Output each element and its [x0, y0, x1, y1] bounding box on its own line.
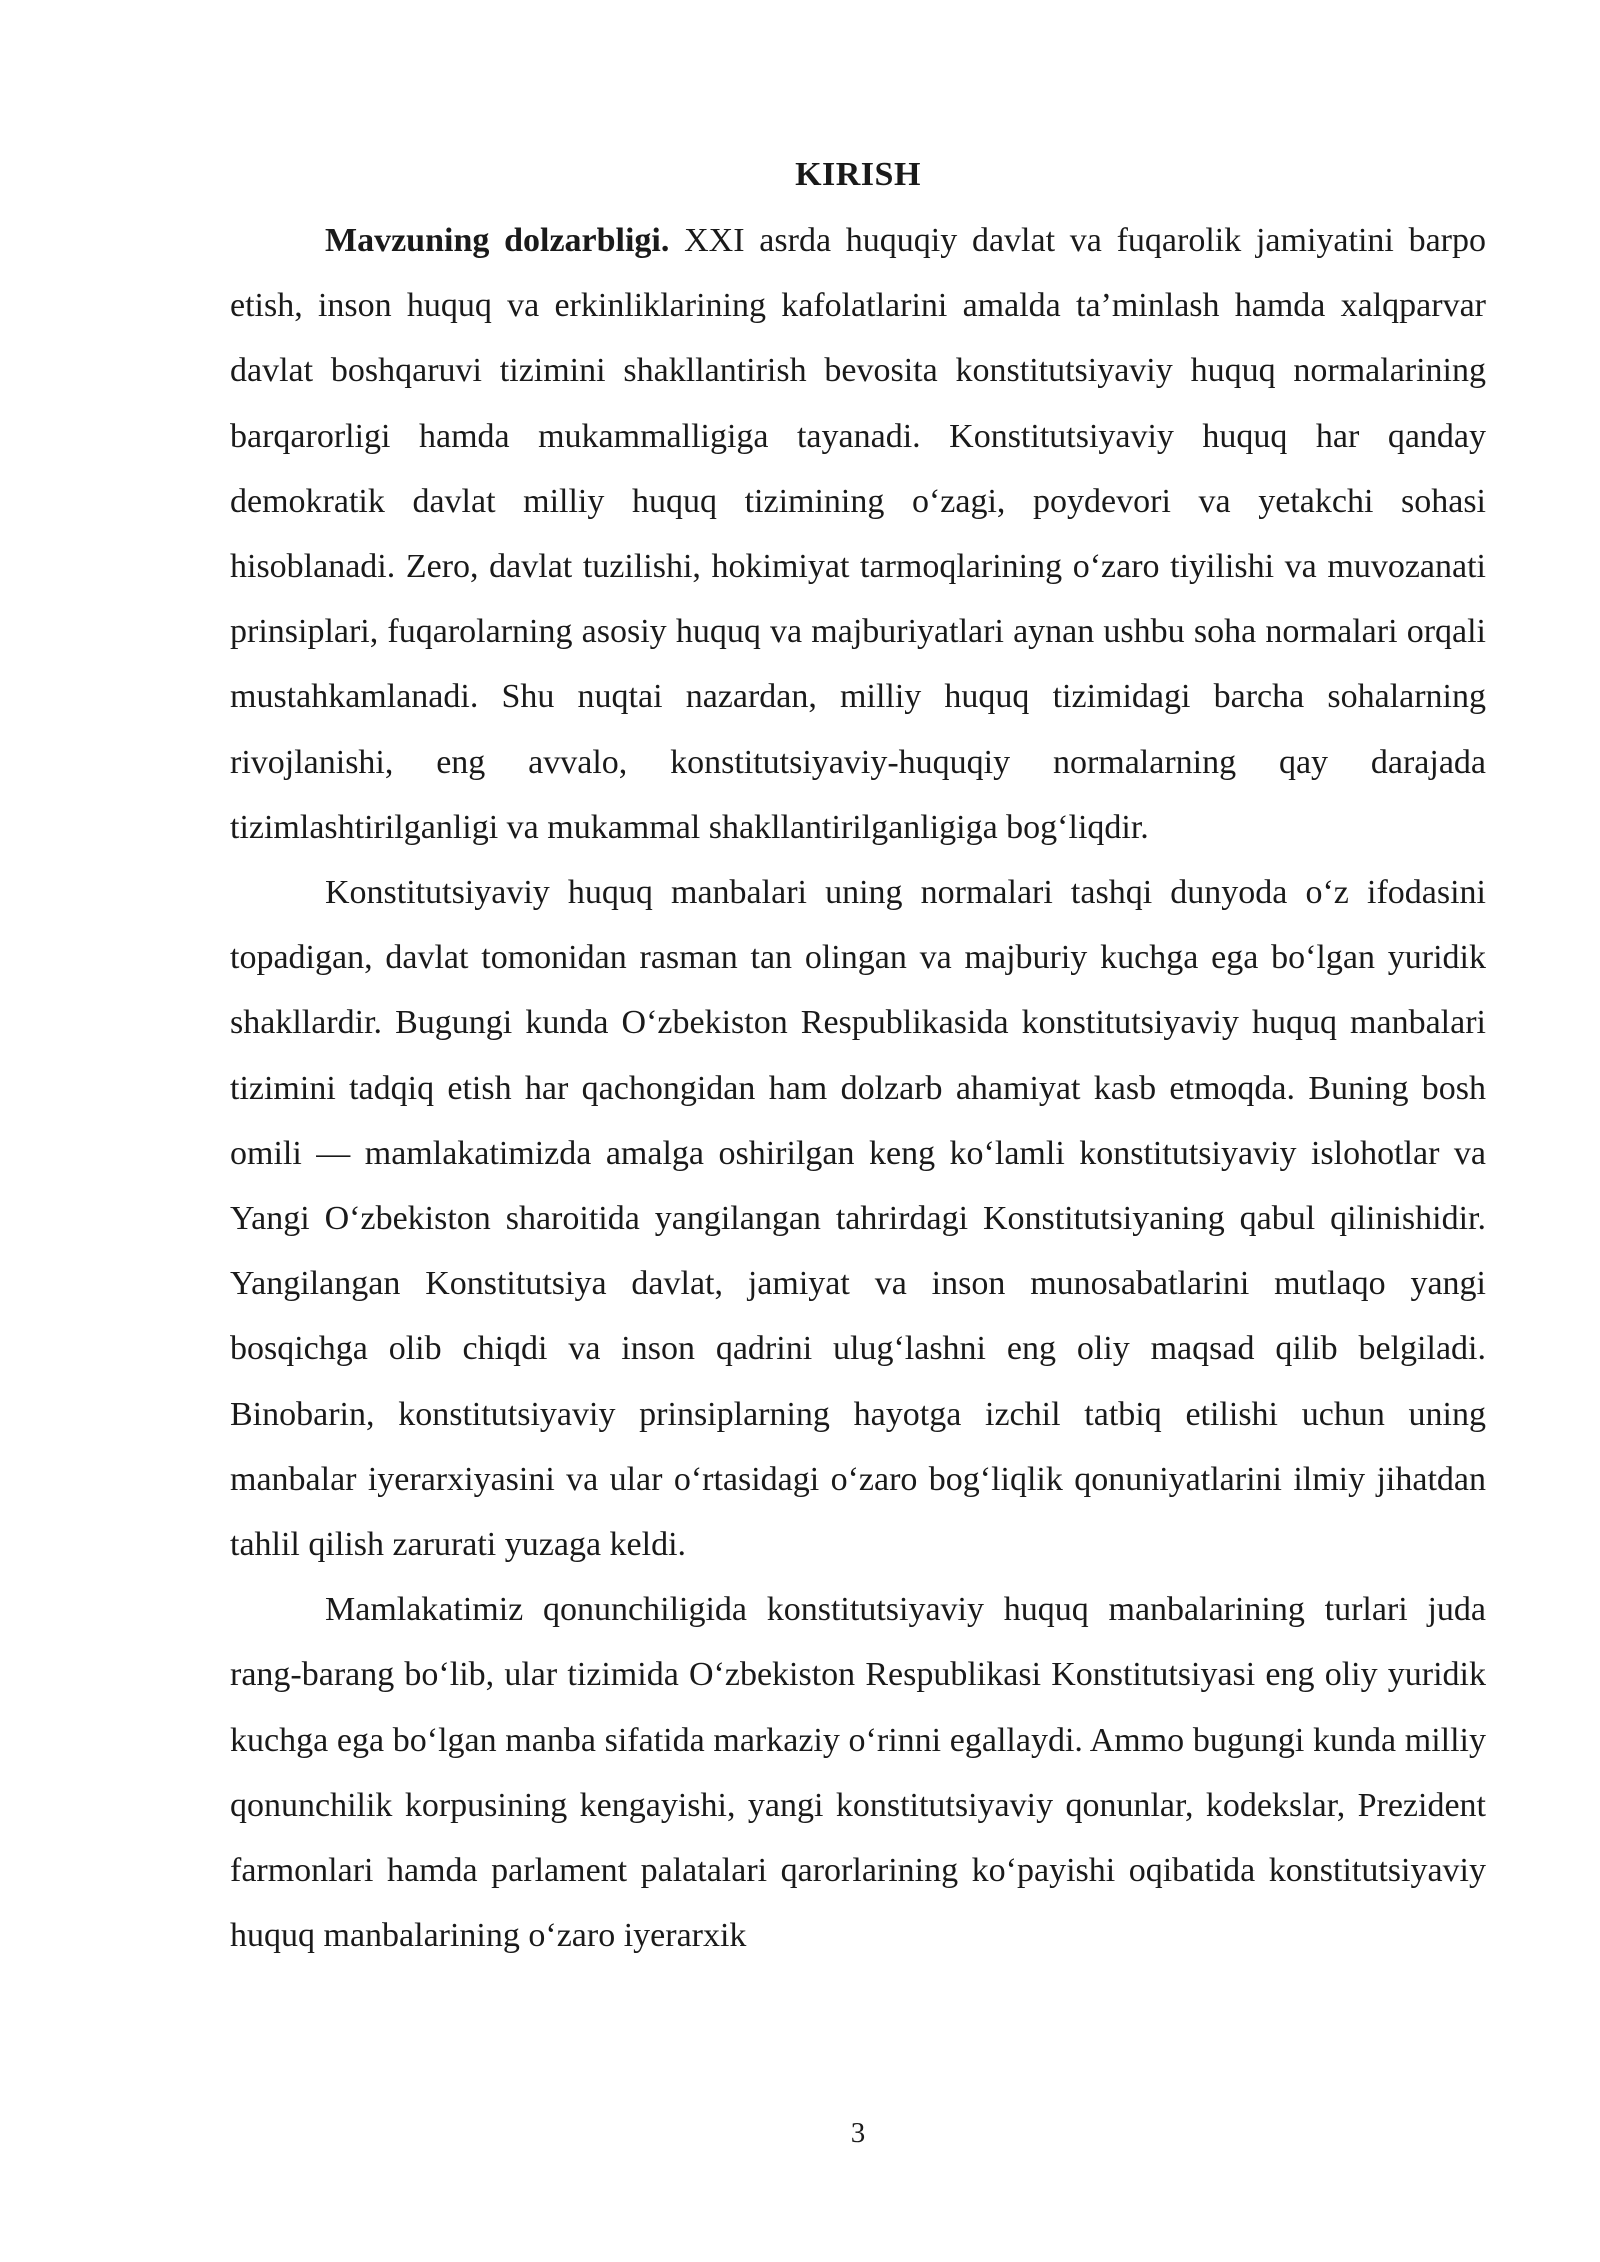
paragraph-legislation	[230, 1577, 1486, 1968]
paragraph-text: Konstitutsiyaviy huquq manbalari uning normalari tashqi dunyoda o‘z ifodasini topadigan, davlat tomonidan rasman tan olingan va majburiy kuchga ega bo‘lgan yuridik shakllardir. Bugungi kunda O‘zbekiston Respublikasida konstitutsiyaviy huquq manbalari tizimini tadqiq etish har qachongidan ham dolzarb ahamiyat kasb etmoqda. Buning bosh omili — mamlakatimizda amalga oshirilgan keng ko‘lamli konstitutsiyaviy islohotlar va Yangi O‘zbekiston sharoitida yangilangan tahrirdagi Konstitutsiyaning qabul qilinishidir. Yangilangan Konstitutsiya davlat, jamiyat va inson munosabatlarini mutlaqo yangi bosqichga olib chiqdi va inson qadrini ulug‘lashni eng oliy maqsad qilib belgiladi. Binobarin, konstitutsiyaviy prinsiplarning hayotga izchil tatbiq etilishi uchun uning manbalar iyerarxiyasini va ular o‘rtasidagi o‘zaro bog‘liqlik qonuniyatlarini ilmiy jihatdan tahlil qilish zarurati yuzaga keldi.	[230, 874, 1486, 1564]
paragraph-text: XXI asrda huquqiy davlat va fuqarolik jamiyatini barpo etish, inson huquq va erkinliklarining kafolatlarini amalda ta’minlash hamda xalqparvar davlat boshqaruvi tizimini shakllantirish bevosita konstitutsiyaviy huquq normalarining barqarorligi hamda mukammalligiga tayanadi. Konstitutsiyaviy huquq har qanday demokratik davlat milliy huquq tizimining o‘zagi, poydevori va yetakchi sohasi hisoblanadi. Zero, davlat tuzilishi, hokimiyat tarmoqlarining o‘zaro tiyilishi va muvozanati prinsiplari, fuqarolarning asosiy huquq va majburiyatlari aynan ushbu soha normalari orqali mustahkamlanadi. Shu nuqtai nazardan, milliy huquq tizimidagi barcha sohalarning rivojlanishi, eng avvalo, konstitutsiyaviy-huquqiy normalarning qay darajada tizimlashtirilganligi va mukammal shakllantirilganligiga bog‘liqdir.	[230, 222, 1486, 846]
section-title: KIRISH	[795, 156, 921, 193]
paragraph-relevance	[230, 208, 1486, 860]
page-number: 3	[850, 2117, 866, 2149]
paragraph-sources	[230, 860, 1486, 1577]
paragraph-lead: Mavzuning dolzarbligi.	[325, 222, 670, 259]
paragraph-text: Mamlakatimiz qonunchiligida konstitutsiyaviy huquq manbalarining turlari juda rang-barang bo‘lib, ular tizimida O‘zbekiston Respublikasi Konstitutsiyasi eng oliy yuridik kuchga ega bo‘lgan manba sifatida markaziy o‘rinni egallaydi. Ammo bugungi kunda milliy qonunchilik korpusining kengayishi, yangi konstitutsiyaviy qonunlar, kodekslar, Prezident farmonlari hamda parlament palatalari qarorlarining ko‘payishi oqibatida konstitutsiyaviy huquq manbalarining o‘zaro iyerarxik	[230, 1591, 1486, 1955]
document-page	[230, 0, 1486, 2262]
document-body	[230, 208, 1486, 1968]
